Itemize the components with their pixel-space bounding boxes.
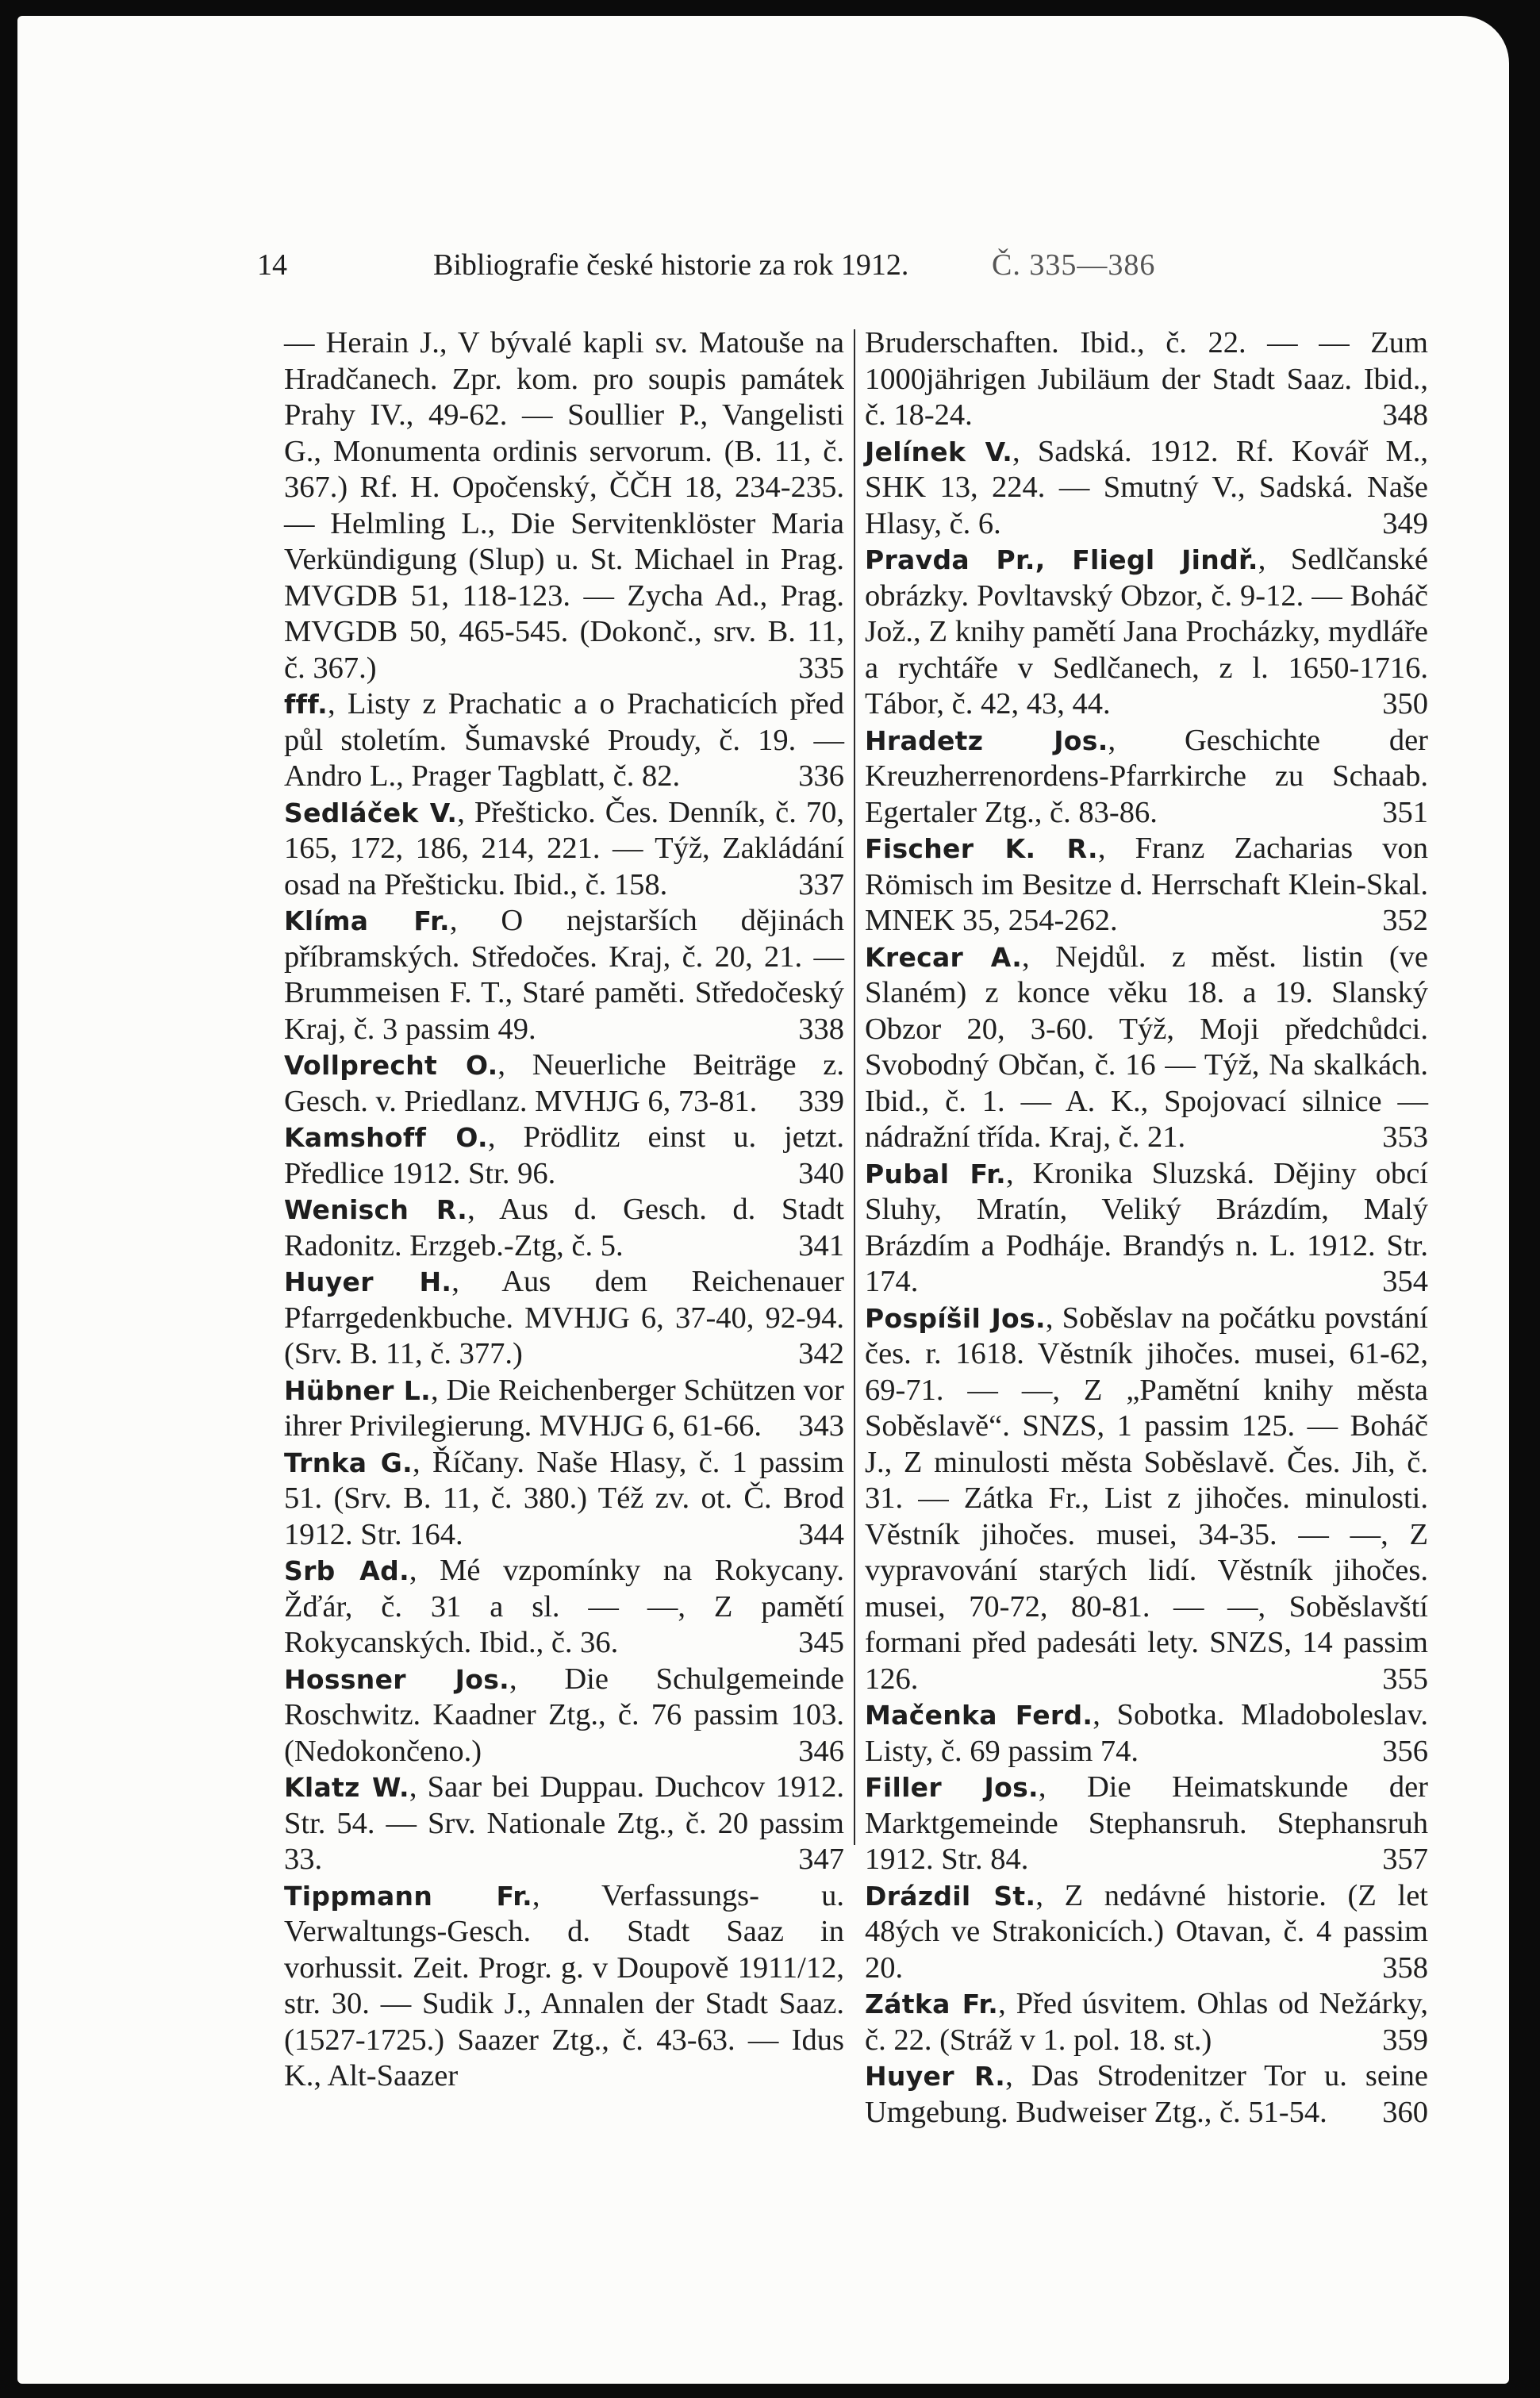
entry-author: Drázdil St. bbox=[865, 1880, 1036, 1912]
bibliography-entry bbox=[865, 325, 1428, 434]
entry-number: 340 bbox=[798, 1156, 844, 1190]
entry-text: , Die Schulgemeinde Roschwitz. Kaadner Ztg., č. 76 passim 103. (Nedokončeno.) bbox=[284, 1662, 844, 1768]
bibliography-entry bbox=[865, 434, 1428, 543]
page bbox=[17, 16, 1509, 2384]
bibliography-entry bbox=[865, 831, 1428, 940]
entry-author: fff. bbox=[284, 689, 328, 720]
entry-author: Hossner Jos. bbox=[284, 1663, 510, 1695]
entry-number: 353 bbox=[1382, 1120, 1428, 1154]
entry-text: , Geschichte der Kreuzherrenordens-Pfarrkirche zu Schaab. Egertaler Ztg., č. 83-86. bbox=[865, 723, 1428, 829]
entry-text: , O nejstarších dějinách příbramských. Středočes. Kraj, č. 20, 21. — Brummeisen F. T., Staré paměti. Středočeský Kraj, č. 3 passim 49. bbox=[284, 904, 844, 1046]
entry-author: Sedláček V. bbox=[284, 797, 458, 828]
bibliography-entry bbox=[284, 1662, 844, 1770]
entry-text: , Prödlitz einst u. jetzt. Předlice 1912. Str. 96. bbox=[284, 1120, 845, 1190]
page-number: 14 bbox=[257, 248, 287, 282]
entry-text: , Listy z Prachatic a o Prachaticích před půl stoletím. Šumavské Proudy, č. 19. — Andro L., Prager Tagblatt, č. 82. bbox=[284, 687, 844, 793]
entry-number: 347 bbox=[798, 1843, 844, 1876]
entry-number: 343 bbox=[798, 1409, 844, 1443]
entry-number: 339 bbox=[798, 1084, 844, 1118]
entry-text: , Před úsvitem. Ohlas od Nežárky, č. 22. (Stráž v 1. pol. 18. st.) bbox=[865, 1987, 1428, 2057]
left-column bbox=[284, 325, 844, 2095]
entry-number: 350 bbox=[1382, 687, 1428, 721]
entry-author: Fischer K. R. bbox=[865, 833, 1098, 864]
entry-author: Wenisch R. bbox=[284, 1194, 468, 1225]
entry-text: , Z nedávné historie. (Z let 48ých ve Strakonicích.) Otavan, č. 4 passim 20. bbox=[865, 1878, 1428, 1985]
entry-author: Huyer H. bbox=[284, 1266, 452, 1297]
entry-number: 336 bbox=[798, 759, 844, 793]
entry-number: 360 bbox=[1382, 2095, 1428, 2129]
entry-text: , Die Heimatskunde der Marktgemeinde Stephansruh. Stephansruh 1912. Str. 84. bbox=[865, 1770, 1428, 1876]
entry-author: Pospíšil Jos. bbox=[865, 1302, 1046, 1334]
entry-author: Klíma Fr. bbox=[284, 905, 450, 936]
running-title: Bibliografie české historie za rok 1912. bbox=[433, 248, 909, 282]
bibliography-entry bbox=[284, 1373, 844, 1445]
right-column bbox=[865, 325, 1428, 2131]
entry-text: , Neuerliche Beiträge z. Gesch. v. Priedlanz. MVHJG 6, 73-81. bbox=[284, 1048, 844, 1118]
entry-number: 358 bbox=[1382, 1950, 1428, 1985]
entry-text: , Sedlčanské obrázky. Povltavský Obzor, č. 9-12. — Boháč Jož., Z knihy pamětí Jana Procházky, mydláře a rychtáře v Sedlčanech, z l. 1650-1716. Tábor, č. 42, 43, 44. bbox=[865, 543, 1428, 721]
bibliography-entry bbox=[284, 1770, 844, 1878]
entry-text: , Kronika Sluzská. Dějiny obcí Sluhy, Mratín, Veliký Brázdím, Malý Brázdím a Podháje. Brandýs n. L. 1912. Str. 174. bbox=[865, 1156, 1428, 1298]
entry-text: , Die Reichenberger Schützen vor ihrer Privilegierung. MVHJG 6, 61-66. bbox=[284, 1373, 845, 1443]
entry-number: 342 bbox=[798, 1337, 844, 1370]
bibliography-entry bbox=[865, 1986, 1428, 2058]
bibliography-entry bbox=[865, 940, 1428, 1156]
bibliography-entry bbox=[865, 1770, 1428, 1878]
entry-text: , Přešticko. Čes. Denník, č. 70, 165, 172, 186, 214, 221. — Týž, Zakládání osad na Přešticku. Ibid., č. 158. bbox=[284, 795, 844, 901]
bibliography-entry bbox=[284, 1553, 844, 1662]
entry-number: 354 bbox=[1382, 1265, 1428, 1298]
entry-number: 355 bbox=[1382, 1662, 1428, 1696]
entry-range: Č. 335—386 bbox=[992, 248, 1156, 282]
bibliography-entry bbox=[284, 1445, 844, 1554]
entry-number: 359 bbox=[1382, 2023, 1428, 2057]
entry-text: , Sadská. 1912. Rf. Kovář M., SHK 13, 224. — Smutný V., Sadská. Naše Hlasy, č. 6. bbox=[865, 434, 1428, 540]
bibliography-entry bbox=[865, 1697, 1428, 1770]
entry-number: 337 bbox=[798, 867, 844, 901]
entry-text: , Aus d. Gesch. d. Stadt Radonitz. Erzgeb.-Ztg, č. 5. bbox=[284, 1193, 844, 1262]
bibliography-entry bbox=[865, 1878, 1428, 1987]
entry-number: 346 bbox=[798, 1734, 844, 1768]
bibliography-entry bbox=[865, 2058, 1428, 2131]
bibliography-entry bbox=[284, 1264, 844, 1373]
bibliography-entry bbox=[284, 686, 844, 795]
entry-text: , Říčany. Naše Hlasy, č. 1 passim 51. (Srv. B. 11, č. 380.) Též zv. ot. Č. Brod 1912. Str. 164. bbox=[284, 1445, 844, 1551]
entry-author: Kamshoff O. bbox=[284, 1122, 488, 1153]
entry-text: , Nejdůl. z měst. listin (ve Slaném) z konce věku 18. a 19. Slanský Obzor 20, 3-60. Týž, Moji předchůdci. Svobodný Občan, č. 16 — Týž, Na skalkách. Ibid., č. 1. — A. K., Spojovací silnice — nádražní třída. Kraj, č. 21. bbox=[865, 940, 1428, 1154]
entry-number: 338 bbox=[798, 1012, 844, 1046]
entry-author: Mačenka Ferd. bbox=[865, 1700, 1093, 1731]
entry-text: , Franz Zacharias von Römisch im Besitze d. Herrschaft Klein-Skal. MNEK 35, 254-262. bbox=[865, 832, 1428, 937]
bibliography-entry bbox=[865, 723, 1428, 832]
column-divider bbox=[854, 329, 855, 1845]
entry-number: 352 bbox=[1382, 904, 1428, 937]
entry-text: , Soběslav na počátku povstání čes. r. 1618. Věstník jihočes. musei, 61-62, 69-71. — —, Z „Pamětní knihy města Soběslavě“. SNZS, 1 passim 125. — Boháč J., Z minulosti města Soběslavě. Čes. Jih, č. 31. — Zátka Fr., List z jihočes. minulosti. Věstník jihočes. musei, 34-35. — —, Z vypravování starých lidí. Věstník jihočes. musei, 70-72, 80-81. — —, Soběslavští formani před padesáti lety. SNZS, 14 passim 126. bbox=[865, 1301, 1428, 1696]
entry-author: Tippmann Fr. bbox=[284, 1880, 532, 1912]
bibliography-entry bbox=[284, 1047, 844, 1120]
entry-author: Filler Jos. bbox=[865, 1772, 1039, 1803]
entry-author: Klatz W. bbox=[284, 1772, 409, 1803]
bibliography-entry bbox=[865, 1301, 1428, 1698]
entry-number: 348 bbox=[1382, 398, 1428, 432]
bibliography-entry bbox=[284, 1878, 844, 2095]
entry-number: 344 bbox=[798, 1517, 844, 1551]
bibliography-entry bbox=[865, 542, 1428, 723]
entry-author: Jelínek V. bbox=[865, 436, 1013, 467]
entry-text: , Verfassungs- u. Verwaltungs-Gesch. d. Stadt Saaz in vorhussit. Zeit. Progr. g. v Doupově 1911/12, str. 30. — Sudik J., Annalen der Stadt Saaz. (1527-1725.) Saazer Ztg., č. 43-63. — Idus K., Alt-Saazer bbox=[284, 1878, 844, 2092]
entry-text: , Saar bei Duppau. Duchcov 1912. Str. 54. — Srv. Nationale Ztg., č. 20 passim 33. bbox=[284, 1770, 844, 1876]
entry-text: Bruderschaften. Ibid., č. 22. — — Zum 1000jährigen Jubiläum der Stadt Saaz. Ibid., č. 18-24. bbox=[865, 326, 1428, 432]
bibliography-entry bbox=[865, 1156, 1428, 1301]
bibliography-entry bbox=[284, 795, 844, 904]
entry-number: 345 bbox=[798, 1626, 844, 1659]
entry-author: Huyer R. bbox=[865, 2061, 1006, 2092]
entry-number: 357 bbox=[1382, 1843, 1428, 1876]
entry-text: , Sobotka. Mladoboleslav. Listy, č. 69 passim 74. bbox=[865, 1698, 1428, 1768]
entry-text: , Mé vzpomínky na Rokycany. Žďár, č. 31 a sl. — —, Z pamětí Rokycanských. Ibid., č. 36. bbox=[284, 1554, 845, 1659]
bibliography-entry bbox=[284, 325, 844, 686]
entry-author: Hradetz Jos. bbox=[865, 724, 1108, 756]
entry-author: Hübner L. bbox=[284, 1374, 431, 1406]
bibliography-entry bbox=[284, 903, 844, 1047]
entry-number: 356 bbox=[1382, 1734, 1428, 1768]
entry-author: Pravda Pr., Fliegl Jindř. bbox=[865, 544, 1258, 575]
entry-number: 335 bbox=[798, 651, 844, 685]
entry-author: Srb Ad. bbox=[284, 1555, 409, 1586]
entry-author: Trnka G. bbox=[284, 1447, 413, 1478]
entry-author: Zátka Fr. bbox=[865, 1989, 999, 2019]
page-header bbox=[17, 248, 1509, 287]
entry-text: , Aus dem Reichenauer Pfarrgedenkbuche. MVHJG 6, 37-40, 92-94. (Srv. B. 11, č. 377.) bbox=[284, 1265, 844, 1370]
entry-author: Pubal Fr. bbox=[865, 1158, 1006, 1189]
bibliography-entry bbox=[284, 1192, 844, 1264]
entry-text: , Das Strodenitzer Tor u. seine Umgebung. Budweiser Ztg., č. 51-54. bbox=[865, 2059, 1428, 2129]
entry-number: 341 bbox=[798, 1228, 844, 1262]
entry-author: Vollprecht O. bbox=[284, 1050, 498, 1081]
entry-author: Krecar A. bbox=[865, 941, 1023, 973]
entry-number: 351 bbox=[1382, 795, 1428, 829]
bibliography-entry bbox=[284, 1120, 844, 1192]
entry-number: 349 bbox=[1382, 506, 1428, 540]
entry-text: — Herain J., V bývalé kapli sv. Matouše na Hradčanech. Zpr. kom. pro soupis památek Prahy IV., 49-62. — Soullier P., Vangelisti G., Monumenta ordinis servorum. (B. 11, č. 367.) Rf. H. Opočenský, ČČH 18, 234-235. — Helmling L., Die Servitenklöster Maria Verkündigung (Slup) u. St. Michael in Prag. MVGDB 51, 118-123. — Zycha Ad., Prag. MVGDB 50, 465-545. (Dokonč., srv. B. 11, č. 367.) bbox=[284, 326, 844, 685]
